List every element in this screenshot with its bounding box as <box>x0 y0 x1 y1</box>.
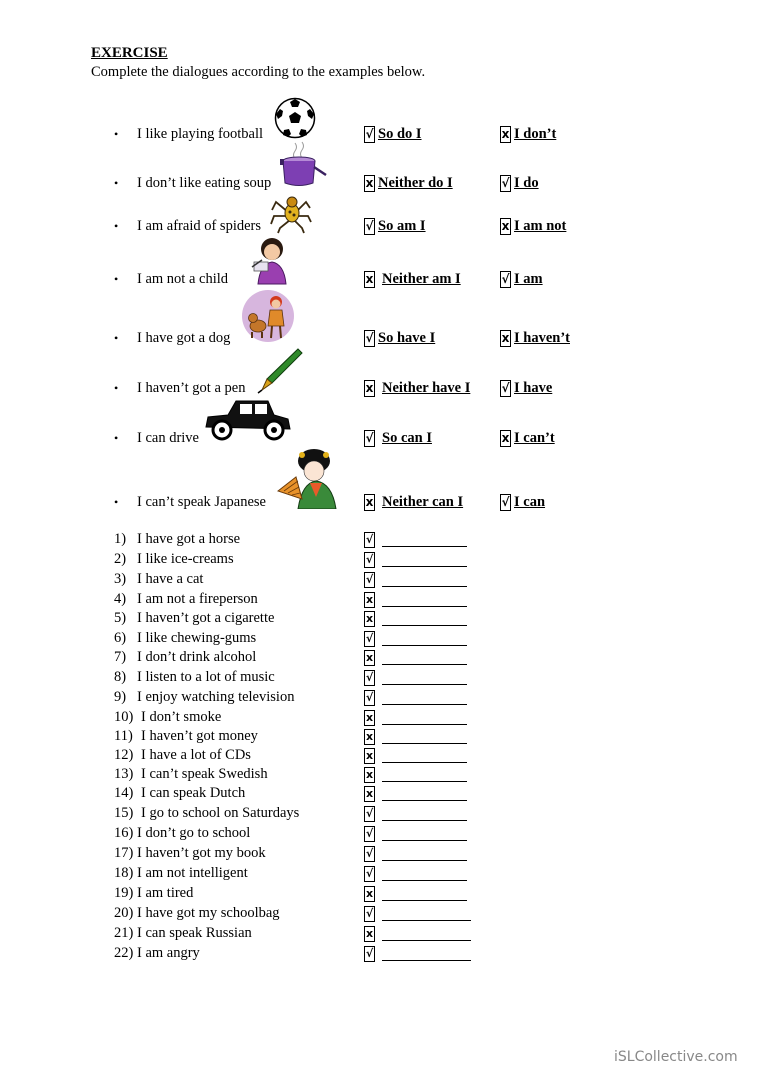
question-text: I go to school on Saturdays <box>141 805 300 821</box>
question-number: 22) <box>114 945 134 961</box>
example-sentence: I haven’t got a pen <box>137 380 246 396</box>
answer-blank[interactable] <box>382 546 467 547</box>
question-text: I enjoy watching television <box>137 689 295 705</box>
question-text: I haven’t got a cigarette <box>137 610 275 626</box>
example-answer: So can I <box>382 430 432 446</box>
question-number: 1) <box>114 531 127 547</box>
answer-blank[interactable] <box>382 940 471 941</box>
question-text: I don’t drink alcohol <box>137 649 257 665</box>
question-row <box>0 649 766 668</box>
answer-mark: √ <box>365 691 374 704</box>
example-answer: Neither do I <box>378 175 453 191</box>
question-text: I like ice-creams <box>137 551 234 567</box>
answer-mark: x <box>365 927 374 940</box>
check-mark: √ <box>365 431 374 445</box>
answer-mark: √ <box>365 553 374 566</box>
question-number: 21) <box>114 925 134 941</box>
answer-blank[interactable] <box>382 820 467 821</box>
answer-mark: √ <box>365 907 374 920</box>
bullet: • <box>114 495 119 509</box>
check-mark: √ <box>365 219 374 233</box>
question-text: I can speak Dutch <box>141 785 246 801</box>
example-answer: I am <box>514 271 543 287</box>
example-answer: I don’t <box>514 126 557 142</box>
bullet: • <box>114 331 119 345</box>
bullet: • <box>114 431 119 445</box>
question-number: 15) <box>114 805 134 821</box>
cross-mark: x <box>365 272 374 286</box>
question-row <box>0 905 766 924</box>
question-number: 11) <box>114 728 133 744</box>
football-icon <box>274 97 316 139</box>
answer-blank[interactable] <box>382 645 467 646</box>
example-answer: I am not <box>514 218 567 234</box>
question-text: I like chewing-gums <box>137 630 257 646</box>
question-row <box>0 785 766 804</box>
answer-blank[interactable] <box>382 800 467 801</box>
cross-mark: x <box>365 381 374 395</box>
answer-blank[interactable] <box>382 625 467 626</box>
bullet: • <box>114 381 119 395</box>
answer-blank[interactable] <box>382 724 467 725</box>
question-row <box>0 610 766 629</box>
question-row <box>0 766 766 785</box>
exercise-title: EXERCISE <box>91 45 168 61</box>
answer-blank[interactable] <box>382 920 471 921</box>
question-text: I have a lot of CDs <box>141 747 251 763</box>
answer-mark: √ <box>365 632 374 645</box>
answer-blank[interactable] <box>382 704 467 705</box>
question-text: I am not a fireperson <box>137 591 258 607</box>
answer-blank[interactable] <box>382 900 467 901</box>
answer-mark: √ <box>365 807 374 820</box>
girl-with-dog-icon <box>240 288 296 344</box>
question-row <box>0 630 766 649</box>
answer-mark: x <box>365 749 374 762</box>
answer-blank[interactable] <box>382 840 467 841</box>
example-sentence: I can’t speak Japanese <box>137 494 266 510</box>
example-sentence: I like playing football <box>137 126 264 142</box>
check-mark: √ <box>501 495 510 509</box>
example-sentence: I don’t like eating soup <box>137 175 272 191</box>
answer-mark: x <box>365 730 374 743</box>
watermark[interactable]: iSLCollective.com <box>614 1049 738 1065</box>
bullet: • <box>114 219 119 233</box>
check-mark: √ <box>365 331 374 345</box>
answer-blank[interactable] <box>382 566 467 567</box>
question-text: I have got a horse <box>137 531 241 547</box>
question-number: 6) <box>114 630 127 646</box>
question-text: I can speak Russian <box>137 925 252 941</box>
check-mark: √ <box>501 272 510 286</box>
question-row <box>0 845 766 864</box>
answer-mark: x <box>365 651 374 664</box>
answer-blank[interactable] <box>382 664 467 665</box>
question-text: I am not intelligent <box>137 865 248 881</box>
answer-blank[interactable] <box>382 586 467 587</box>
question-text: I listen to a lot of music <box>137 669 275 685</box>
soup-pot-icon <box>278 141 328 189</box>
example-answer: So have I <box>378 330 436 346</box>
answer-mark: x <box>365 768 374 781</box>
answer-blank[interactable] <box>382 781 467 782</box>
answer-blank[interactable] <box>382 743 467 744</box>
answer-mark: x <box>365 787 374 800</box>
spider-icon <box>270 192 312 234</box>
example-sentence: I have got a dog <box>137 330 231 346</box>
cross-mark: x <box>501 331 510 345</box>
answer-blank[interactable] <box>382 960 471 961</box>
example-sentence: I am afraid of spiders <box>137 218 262 234</box>
answer-mark: √ <box>365 827 374 840</box>
cross-mark: x <box>365 495 374 509</box>
question-row <box>0 669 766 688</box>
question-row <box>0 805 766 824</box>
question-row <box>0 825 766 844</box>
answer-mark: x <box>365 612 374 625</box>
cross-mark: x <box>501 127 510 141</box>
answer-blank[interactable] <box>382 762 467 763</box>
cross-mark: x <box>501 431 510 445</box>
example-answer: Neither am I <box>382 271 461 287</box>
answer-mark: √ <box>365 671 374 684</box>
car-icon <box>202 397 292 441</box>
japanese-woman-icon <box>276 447 340 509</box>
question-number: 5) <box>114 610 127 626</box>
question-text: I haven’t got money <box>141 728 258 744</box>
question-number: 3) <box>114 571 127 587</box>
question-row <box>0 865 766 884</box>
instructions: Complete the dialogues according to the examples below. <box>91 64 426 80</box>
bullet: • <box>114 272 119 286</box>
question-row <box>0 945 766 964</box>
example-answer: Neither can I <box>382 494 464 510</box>
question-number: 20) <box>114 905 134 921</box>
answer-mark: x <box>365 711 374 724</box>
question-row <box>0 531 766 550</box>
question-number: 12) <box>114 747 134 763</box>
answer-mark: √ <box>365 867 374 880</box>
answer-mark: √ <box>365 947 374 960</box>
answer-mark: √ <box>365 573 374 586</box>
check-mark: √ <box>501 176 510 190</box>
question-text: I have a cat <box>137 571 204 587</box>
answer-mark: x <box>365 593 374 606</box>
example-answer: I can <box>514 494 546 510</box>
bullet: • <box>114 127 119 141</box>
answer-blank[interactable] <box>382 880 467 881</box>
question-number: 4) <box>114 591 127 607</box>
question-row <box>0 591 766 610</box>
question-row <box>0 885 766 904</box>
question-number: 9) <box>114 689 127 705</box>
question-number: 8) <box>114 669 127 685</box>
question-number: 13) <box>114 766 134 782</box>
question-row <box>0 689 766 708</box>
question-text: I am angry <box>137 945 200 961</box>
check-mark: √ <box>501 381 510 395</box>
answer-mark: √ <box>365 533 374 546</box>
example-answer: So am I <box>378 218 426 234</box>
question-number: 16) <box>114 825 134 841</box>
answer-mark: √ <box>365 847 374 860</box>
cross-mark: x <box>365 176 374 190</box>
cross-mark: x <box>501 219 510 233</box>
question-text: I haven’t got my book <box>137 845 266 861</box>
question-row <box>0 571 766 590</box>
question-text: I don’t smoke <box>141 709 222 725</box>
question-row <box>0 728 766 747</box>
example-answer: So do I <box>378 126 422 142</box>
check-mark: √ <box>365 127 374 141</box>
question-number: 17) <box>114 845 134 861</box>
question-number: 19) <box>114 885 134 901</box>
question-row <box>0 747 766 766</box>
question-text: I can’t speak Swedish <box>141 766 268 782</box>
question-number: 18) <box>114 865 134 881</box>
pen-icon <box>256 346 304 394</box>
question-row <box>0 925 766 944</box>
answer-mark: x <box>365 887 374 900</box>
example-answer: I do <box>514 175 539 191</box>
example-answer: I have <box>514 380 553 396</box>
bullet: • <box>114 176 119 190</box>
question-row <box>0 551 766 570</box>
question-number: 7) <box>114 649 127 665</box>
question-number: 10) <box>114 709 134 725</box>
example-sentence: I can drive <box>137 430 199 446</box>
question-text: I have got my schoolbag <box>137 905 280 921</box>
answer-blank[interactable] <box>382 606 467 607</box>
answer-blank[interactable] <box>382 684 467 685</box>
example-answer: Neither have I <box>382 380 471 396</box>
question-text: I am tired <box>137 885 194 901</box>
answer-blank[interactable] <box>382 860 467 861</box>
question-number: 2) <box>114 551 127 567</box>
example-answer: I can’t <box>514 430 555 446</box>
child-icon <box>248 236 288 286</box>
question-text: I don’t go to school <box>137 825 251 841</box>
example-answer: I haven’t <box>514 330 570 346</box>
example-sentence: I am not a child <box>137 271 229 287</box>
question-number: 14) <box>114 785 134 801</box>
question-row <box>0 709 766 728</box>
